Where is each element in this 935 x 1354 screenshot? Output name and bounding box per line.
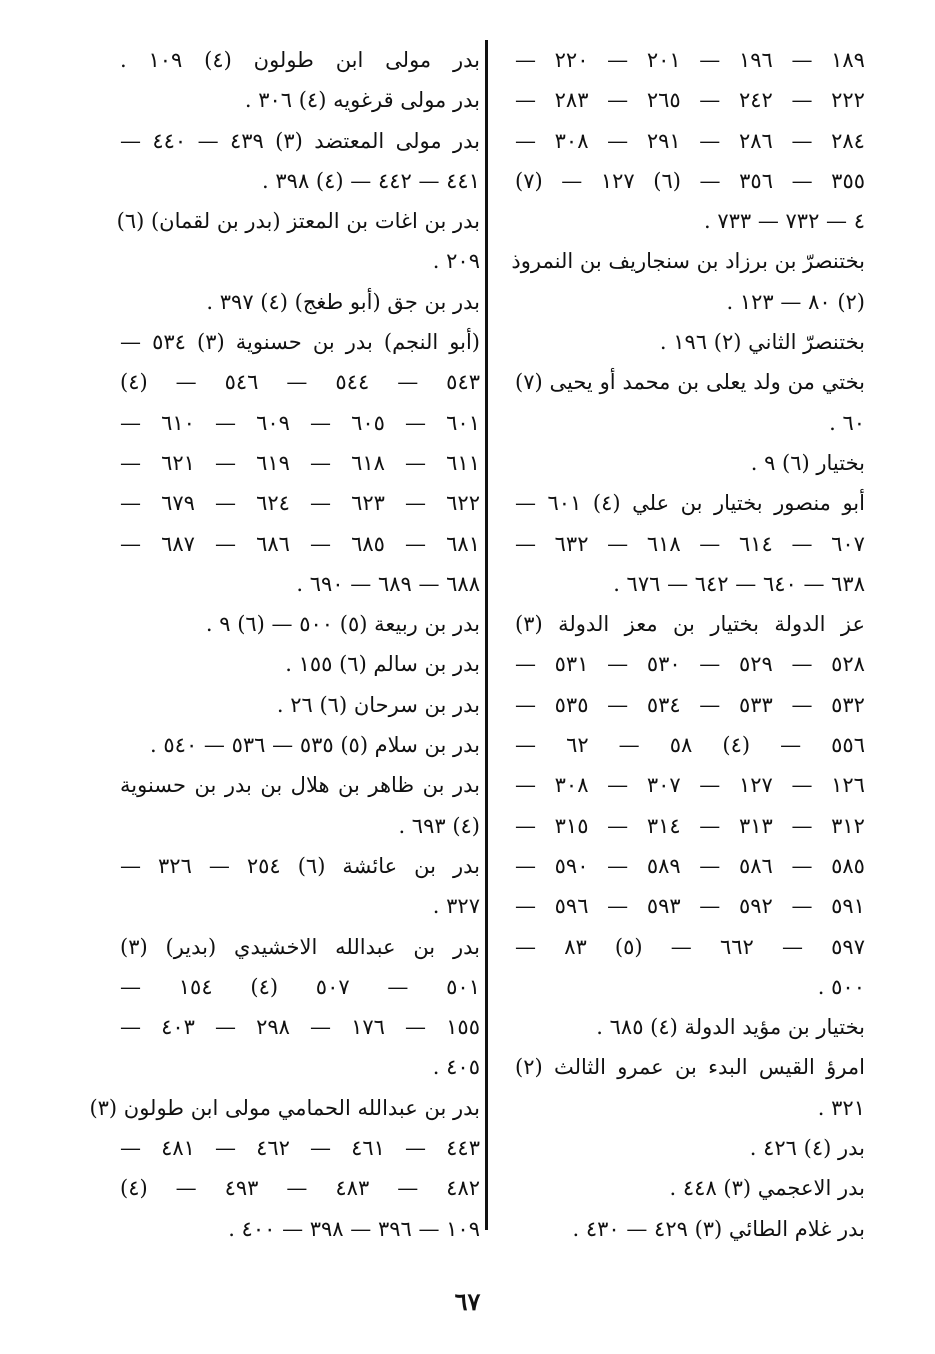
index-entry-line: ٦٣٨ — ٦٤٠ — ٦٤٢ — ٦٧٦ . <box>613 571 865 596</box>
index-entry-line: (٤) ٦٩٣ . <box>398 813 480 838</box>
index-entry-line: ١٨٩ — ١٩٦ — ٢٠١ — ٢٢٠ — <box>515 48 865 72</box>
index-entry-line: ٦٠٧ — ٦١٤ — ٦١٨ — ٦٣٢ — <box>515 531 865 556</box>
index-entry-line: بدر بن عبدالله الاخشيدي (بدير) (٣) <box>120 934 480 959</box>
index-entry-line: ٣٥٥ — ٣٥٦ — (٦) ١٢٧ — (٧) <box>515 168 866 193</box>
index-entry-line: ١٥٥ — ١٧٦ — ٢٩٨ — ٤٠٣ — <box>120 1015 480 1040</box>
index-entry-line: بدر (٤) ٤٢٦ . <box>749 1136 865 1161</box>
index-entry-line: بختيار (٦) ٩ . <box>750 450 865 475</box>
index-entry-line: ٣١٢ — ٣١٣ — ٣١٤ — ٣١٥ — <box>515 813 865 838</box>
index-entry-line: عز الدولة بختيار بن معز الدولة (٣) <box>515 612 865 637</box>
index-entry-line: (أبو النجم) بدر بن حسنوية (٣) ٥٣٤ — <box>120 330 480 355</box>
index-entry-line: ٥٣٢ — ٥٣٣ — ٥٣٤ — ٥٣٥ — <box>515 692 865 717</box>
index-entry-line: ٢٢٢ — ٢٤٢ — ٢٦٥ — ٢٨٣ — <box>515 88 865 113</box>
index-column-left <box>89 40 481 1249</box>
index-entry-line: امرؤ القيس البدء بن عمرو الثالث (٢) <box>515 1055 865 1080</box>
index-entry-line: ٤٠٥ . <box>432 1055 480 1080</box>
index-entry-line: ٥٨٥ — ٥٨٦ — ٥٨٩ — ٥٩٠ — <box>515 853 865 878</box>
index-entry-line: (٢) ٨٠ — ١٢٣ . <box>726 289 865 314</box>
index-entry-line: بدر بن جق (أبو طغج) (٤) ٣٩٧ . <box>206 289 480 314</box>
index-entry-line: بدر مولى ابن طولون (٤) ١٠٩ . <box>120 48 480 72</box>
index-entry-line: ٤٤١ — ٤٤٢ — (٤) ٣٩٨ . <box>262 168 480 193</box>
index-entry-line: ٤ — ٧٣٢ — ٧٣٣ . <box>703 209 865 234</box>
index-entry-line: ٥٥٦ — (٤) ٥٨ — ٦٢ — <box>515 733 865 758</box>
index-entry-line: بدر الاعجمي (٣) ٤٤٨ . <box>669 1176 865 1201</box>
index-entry-line: بختي من ولد يعلى بن محمد أو يحيى (٧) <box>515 370 865 395</box>
index-entry-line: ٦٨١ — ٦٨٥ — ٦٨٦ — ٦٨٧ — <box>120 531 480 556</box>
index-entry-line: بدر مولى قرغويه (٤) ٣٠٦ . <box>244 88 480 113</box>
index-entry-line: ٦٠ . <box>829 410 865 435</box>
index-entry-line: ١٢٦ — ١٢٧ — ٣٠٧ — ٣٠٨ — <box>515 773 865 798</box>
index-column-right <box>511 40 866 1249</box>
index-entry-line: بدر بن ربيعة (٥) ٥٠٠ — (٦) ٩ . <box>205 612 480 637</box>
index-entry-line: ١٠٩ — ٣٩٦ — ٣٩٨ — ٤٠٠ . <box>228 1216 480 1241</box>
index-entry-line: ٤٨٢ — ٤٨٣ — ٤٩٣ — (٤) <box>120 1176 481 1201</box>
index-entry-line: بختيار بن مؤيد الدولة (٤) ٦٨٥ . <box>596 1015 865 1040</box>
index-entry-line: ٦٢٢ — ٦٢٣ — ٦٢٤ — ٦٧٩ — <box>120 491 480 516</box>
index-entry-line: ٦١١ — ٦١٨ — ٦١٩ — ٦٢١ — <box>120 450 480 475</box>
index-entry-line: بدر بن عائشة (٦) ٢٥٤ — ٣٢٦ — <box>120 853 481 878</box>
index-entry-line: ٣٢٧ . <box>432 894 480 919</box>
index-entry-line: ٥٩١ — ٥٩٢ — ٥٩٣ — ٥٩٦ — <box>515 894 865 919</box>
index-entry-line: بختنصرّ بن برزاد بن سنجاريف بن النمروذ <box>511 249 865 274</box>
index-entry-line: بدر مولى المعتضد (٣) ٤٣٩ — ٤٤٠ — <box>120 128 480 153</box>
index-entry-line: بدر بن عبدالله الحمامي مولى ابن طولون (٣) <box>89 1095 480 1120</box>
index-entry-line: ٣٢١ . <box>817 1095 865 1120</box>
index-entry-line: ٢٠٩ . <box>432 249 480 274</box>
column-divider <box>485 40 488 1230</box>
index-entry-line: بدر بن سرحان (٦) ٢٦ . <box>276 692 480 717</box>
index-entry-line: ٥٤٣ — ٥٤٤ — ٥٤٦ — (٤) <box>120 370 481 395</box>
page-number: ٦٧ <box>454 1287 481 1316</box>
index-entry-line: ٥٩٧ — ٦٦٢ — (٥) ٨٣ — <box>515 934 865 959</box>
index-entry-line: ٥٠٠ . <box>817 974 865 999</box>
index-entry-line: بدر غلام الطائي (٣) ٤٢٩ — ٤٣٠ . <box>572 1216 865 1241</box>
index-entry-line: بختنصرّ الثاني (٢) ١٩٦ . <box>659 330 865 355</box>
index-entry-line: ٥٢٨ — ٥٢٩ — ٥٣٠ — ٥٣١ — <box>515 652 865 677</box>
index-entry-line: بدر بن سلام (٥) ٥٣٥ — ٥٣٦ — ٥٤٠ . <box>150 733 480 758</box>
index-entry-line: أبو منصور بختيار بن علي (٤) ٦٠١ — <box>515 491 865 516</box>
index-entry-line: بدر بن اغات بن المعتز (بدر بن لقمان) (٦) <box>116 209 480 234</box>
index-entry-line: ٢٨٤ — ٢٨٦ — ٢٩١ — ٣٠٨ — <box>515 128 865 153</box>
index-entry-line: ٦٨٨ — ٦٨٩ — ٦٩٠ . <box>296 571 480 596</box>
index-entry-line: بدر بن سالم (٦) ١٥٥ . <box>285 652 480 677</box>
index-entry-line: ٦٠١ — ٦٠٥ — ٦٠٩ — ٦١٠ — <box>120 410 480 435</box>
index-entry-line: بدر بن ظاهر بن هلال بن بدر بن حسنوية <box>120 773 480 798</box>
index-entry-line: ٥٠١ — ٥٠٧ (٤) ١٥٤ — <box>120 974 480 999</box>
index-entry-line: ٤٤٣ — ٤٦١ — ٤٦٢ — ٤٨١ — <box>120 1136 480 1161</box>
